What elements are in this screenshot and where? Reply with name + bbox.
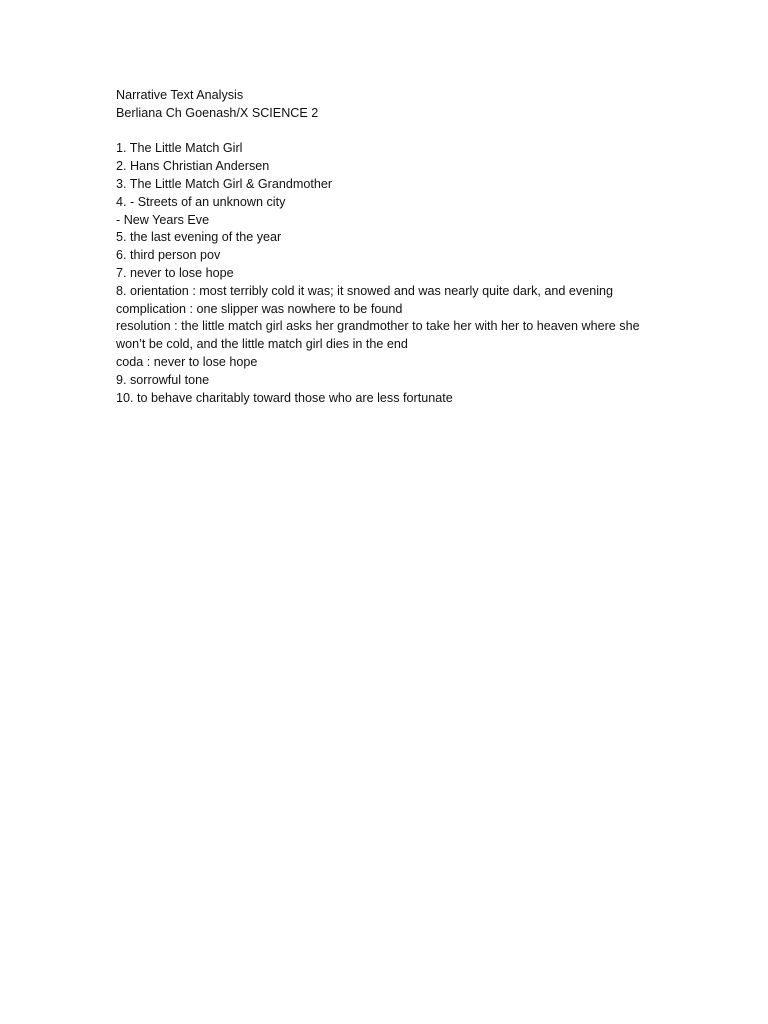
answer-line: - New Years Eve xyxy=(116,212,210,227)
answer-line: coda : never to lose hope xyxy=(116,354,258,369)
answer-line: 2. Hans Christian Andersen xyxy=(116,159,270,174)
answer-line: 7. never to lose hope xyxy=(116,265,234,280)
answer-line: 6. third person pov xyxy=(116,248,221,263)
answer-line: 9. sorrowful tone xyxy=(116,372,210,387)
answer-line: 1. The Little Match Girl xyxy=(116,141,243,156)
answer-line: 10. to behave charitably toward those who are less fortunate xyxy=(116,390,453,405)
blank-line xyxy=(116,123,656,141)
document-body xyxy=(116,87,656,407)
answer-line: 8. orientation : most terribly cold it was; it snowed and was nearly quite dark, and evening xyxy=(116,283,614,298)
answer-line: 5. the last evening of the year xyxy=(116,230,282,245)
answer-line: resolution : the little match girl asks her grandmother to take her with her to heaven where she won’t be cold, and the little match girl dies in the end xyxy=(116,319,640,352)
author-class-line: Berliana Ch Goenash/X SCIENCE 2 xyxy=(116,105,319,120)
answer-line: 3. The Little Match Girl & Grandmother xyxy=(116,176,333,191)
answer-line: complication : one slipper was nowhere to be found xyxy=(116,301,403,316)
answer-line: 4. - Streets of an unknown city xyxy=(116,194,286,209)
document-title: Narrative Text Analysis xyxy=(116,88,244,102)
